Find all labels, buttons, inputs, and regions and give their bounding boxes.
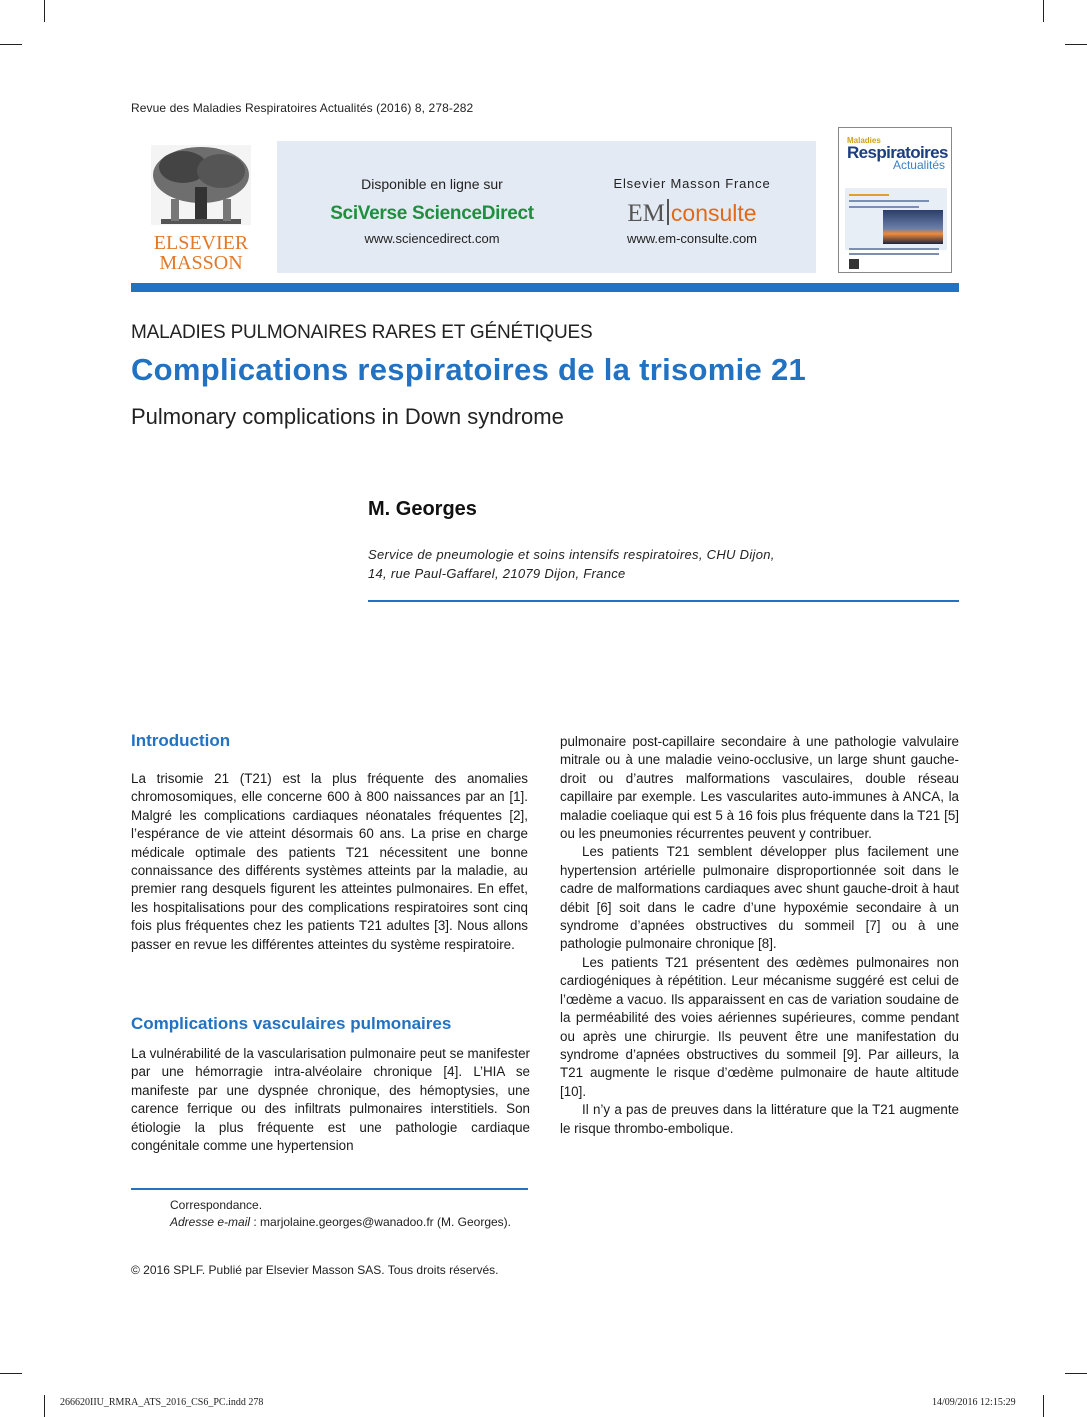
right-paragraph-3: Les patients T21 présentent des œdèmes pulmonaires non cardiogéniques à répétition. Leur mécanisme suggéré est celui de l’œdème a vacuo. Ils apparaissent en cas de variation soudaine de la perméabilité des voies aériennes supérieures, comme pendant ou après une chirurgie. Ils peuvent être une manifestation du syndrome d’apnées obstructives du sommeil [9]. Par ailleurs, la T21 augmente le risque d’œdème pulmonaire de haute altitude [10]. <box>560 954 959 1099</box>
sciencedirect-block <box>307 141 557 273</box>
journal-reference: Revue des Maladies Respiratoires Actualités (2016) 8, 278-282 <box>131 101 474 115</box>
author-name: M. Georges <box>368 498 477 520</box>
emconsulte-block <box>577 141 807 273</box>
vascular-text: La vulnérabilité de la vascularisation pulmonaire peut se manifester par une hémorragie intra-alvéolaire chronique [4]. L’HIA se manifeste par une dyspnée chronique, des hémoptysies, une carence ferrique ou des infiltrats pulmonaires interstitiels. Son étiologie la plus fréquente est une pathologie cardiaque congénitale comme une hypertension <box>131 1046 530 1154</box>
affiliation-line2: 14, rue Paul-Gaffarel, 21079 Dijon, France <box>368 566 626 581</box>
cover-text-line <box>849 206 919 208</box>
cover-text-line <box>849 194 889 196</box>
cover-title <box>847 136 948 172</box>
sciencedirect-link[interactable]: www.sciencedirect.com <box>364 231 500 246</box>
crop-mark <box>1043 0 1044 22</box>
crop-mark <box>1065 44 1087 45</box>
journal-cover-thumbnail <box>838 127 952 273</box>
elsevier-tree-icon <box>131 137 271 274</box>
cover-text-line <box>849 200 929 202</box>
cover-line2: Respiratoires <box>847 143 948 162</box>
cover-line1: Maladies <box>847 136 881 145</box>
intro-paragraph <box>131 770 528 954</box>
article-subtitle: Pulmonary complications in Down syndrome <box>131 404 564 429</box>
logo-divider <box>667 199 669 225</box>
email-value[interactable]: : marjolaine.georges@wanadoo.fr (M. Georges). <box>250 1215 511 1229</box>
intro-text: La trisomie 21 (T21) est la plus fréquente des anomalies chromosomiques, elle concerne 600 à 800 naissances par an [1]. Malgré les complications cardiaques néonatales fréquentes [2], l’espérance de vie atteint désormais 60 ans. La prise en charge médicale optimale des patients T21 nécessitent une bonne connaissance des différents systèmes atteints par la maladie, au premier rang desquels figurent les atteintes pulmonaires. En effet, les hospitalisations pour des complications respiratoires sont cinq fois plus fréquentes chez les patients T21 adultes [3]. Nous allons passer en revue les différentes atteintes du système respiratoire. <box>131 771 528 952</box>
logo-elsevier-text: ELSEVIER <box>153 232 249 254</box>
cover-text-line <box>849 248 939 250</box>
affiliation-line1: Service de pneumologie et soins intensifs respiratoires, CHU Dijon, <box>368 547 775 562</box>
crop-mark <box>44 0 45 22</box>
footnote-email <box>170 1215 511 1229</box>
article-title: Complications respiratoires de la trisomie 21 <box>131 352 807 387</box>
em-suffix: consulte <box>670 200 757 226</box>
header-rule <box>131 283 959 292</box>
copyright-notice: © 2016 SPLF. Publié par Elsevier Masson SAS. Tous droits réservés. <box>131 1263 499 1277</box>
crop-mark <box>44 1395 45 1417</box>
header-banner <box>277 141 816 273</box>
elsevier-masson-logo <box>131 137 271 274</box>
cover-bridge-image <box>883 210 943 244</box>
footnote-correspondence: Correspondance. <box>170 1198 263 1212</box>
cover-line3: Actualités <box>892 158 945 172</box>
crop-mark <box>0 44 22 45</box>
print-slug-date: 14/09/2016 12:15:29 <box>932 1397 1016 1408</box>
print-slug-file: 266620IIU_RMRA_ATS_2016_CS6_PC.indd 278 <box>60 1397 264 1408</box>
emconsulte-logo[interactable] <box>577 199 807 228</box>
email-label: Adresse e-mail <box>170 1215 251 1229</box>
available-online-label: Disponible en ligne sur <box>361 176 503 192</box>
intro-heading: Introduction <box>131 731 231 750</box>
right-paragraph-2: Les patients T21 semblent développer plus facilement une hypertension artérielle pulmonaire disproportionnée soit dans le cadre de malformations cardiaques avec shunt gauche-droit à haut débit [6] soit dans le cadre d’une hypoxémie secondaire à un syndrome d’apnées obstructives du sommeil [7] ou à une pathologie pulmonaire chronique [8]. <box>560 844 959 952</box>
logo-masson-text: MASSON <box>159 252 243 274</box>
right-paragraph-1: pulmonaire post-capillaire secondaire à une pathologie valvulaire mitrale ou à une maladie veino-occlusive, un large shunt gauche-droit ou d’autres malformations vasculaires, double réseau capillaire par exemple. Les vascularites auto-immunes à ANCA, la maladie coeliaque qui est 5 à 16 fois plus fréquente dans la T21 [5] ou les pneumonies récurrentes peuvent y contribuer. <box>560 734 959 842</box>
em-prefix: EM <box>627 200 665 227</box>
cover-text-line <box>849 253 939 255</box>
emconsulte-link[interactable]: www.em-consulte.com <box>626 231 758 246</box>
sciverse-logo[interactable]: SciVerse ScienceDirect <box>330 203 534 224</box>
vascular-heading: Complications vasculaires pulmonaires <box>131 1014 452 1033</box>
vascular-paragraph <box>131 1045 530 1155</box>
right-column <box>560 733 959 1138</box>
right-paragraph-4: Il n’y a pas de preuves dans la littérature que la T21 augmente le risque thrombo-embolique. <box>560 1102 959 1136</box>
cover-emblem-icon <box>849 259 859 269</box>
crop-mark <box>1043 1395 1044 1417</box>
section-rubric: MALADIES PULMONAIRES RARES ET GÉNÉTIQUES <box>131 322 593 343</box>
crop-mark <box>1065 1373 1087 1374</box>
author-affiliation <box>368 545 775 583</box>
publisher-label: Elsevier Masson France <box>613 176 771 191</box>
affiliation-rule <box>368 600 959 602</box>
footnote-rule <box>131 1188 528 1190</box>
crop-mark <box>0 1373 22 1374</box>
